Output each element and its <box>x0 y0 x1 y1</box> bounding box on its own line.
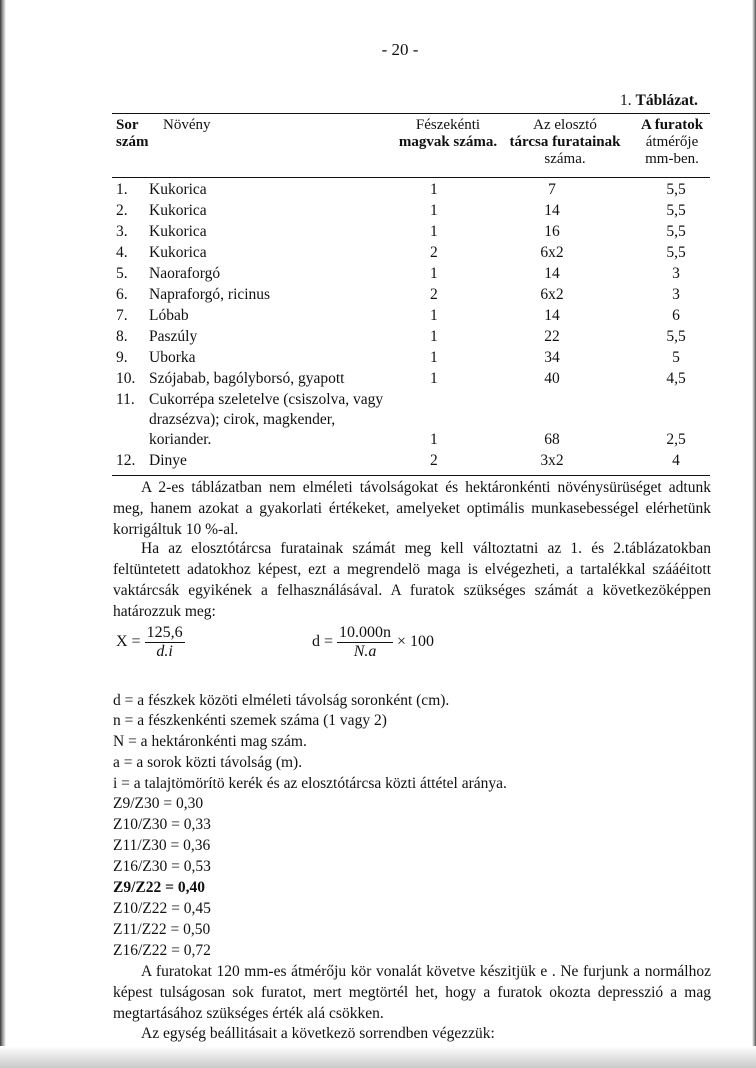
ratio-line: Z16/Z22 = 0,72 <box>113 942 211 959</box>
table-row: 4. Kukorica 2 6x2 5,5 <box>116 244 686 261</box>
ratio-line: Z11/Z22 = 0,50 <box>113 921 211 938</box>
table-row: 7. Lóbab 1 14 6 <box>116 307 680 324</box>
definition-d: d = a fészkek közöti elméleti távolság soronként (cm). <box>113 692 450 709</box>
definition-N: N = a hektáronkénti mag szám. <box>113 733 307 750</box>
formula-d: d = $\frac{10.000n}{N.a}$ × 100 <box>312 624 435 660</box>
ratio-line: Z9/Z22 = 0,40 <box>113 879 205 896</box>
ratio-line: Z16/Z30 = 0,53 <box>113 858 211 875</box>
table-row: 8. Paszúly 1 22 5,5 <box>116 328 686 345</box>
table-caption-label: Táblázat. <box>635 92 698 109</box>
header-seeds: Fészekénti magvak száma. <box>398 117 498 150</box>
table-row: 6. Napraforgó, ricinus 2 6x2 3 <box>116 286 680 303</box>
table-header-rule <box>112 177 710 178</box>
paragraph-hole-count: Ha az elosztótárcsa furatainak számát meg kell változtatni az 1. és 2.táblázatokban feltüntetett adatokhoz képest, ezt a megrendelö maga is elvégezheti, a tartalékkal szááéitott vaktárcsák egyikének a felhasználásával. A furatok szükséges számát a következöképpen határozzuk meg: <box>113 540 711 620</box>
scan-edge-right <box>752 0 756 1068</box>
header-row-number: Sor szám <box>116 117 149 150</box>
scan-bottom-shadow <box>0 1046 756 1068</box>
header-plant: Növény <box>163 117 211 133</box>
scan-edge-left <box>0 0 6 1068</box>
definition-i: i = a talajtömörítö kerék és az elosztótárcsa közti áttétel aránya. <box>113 775 507 792</box>
paragraph-table-note: A 2-es táblázatban nem elméleti távolságokat és hektáronkénti növénysürüséget adtunk meg, hanem azokat a gyakorlati értékeket, amelyeket optimális munkasebességel elérhetünk korrigáltuk 10 %-al. <box>113 479 711 538</box>
table-row: 5. Naoraforgó 1 14 3 <box>116 265 680 282</box>
table-row: 9. Uborka 1 34 5 <box>116 349 680 366</box>
header-holes: Az elosztó tárcsa furatainak száma. <box>509 117 621 167</box>
ratio-line: Z10/Z22 = 0,45 <box>113 900 211 917</box>
definition-a: a = a sorok közti távolság (m). <box>113 754 303 771</box>
table-row: 12. Dinye 2 3x2 4 <box>116 452 680 469</box>
paragraph-drilling: A furatokat 120 mm-es átmérőju kör vonalát követve készitjük e . Ne furjunk a normálhoz képest tulságosan sok furatot, mert megtörtél het, hogy a furatok okozta depresszió a mag megtartásához szükséges érték alá csökken. <box>113 963 711 1022</box>
formula-x: X = $\frac{125,6}{d.i}$ <box>116 624 183 660</box>
ratio-line: Z10/Z30 = 0,33 <box>113 816 211 833</box>
definition-n: n = a fészkenkénti szemek száma (1 vagy 2) <box>113 712 387 729</box>
table-bottom-rule <box>112 475 710 476</box>
table-caption <box>620 92 698 110</box>
table-caption-number: 1. <box>620 92 632 109</box>
paragraph-setup: Az egység beállitásait a következö sorrendben végezzük: <box>141 1025 495 1042</box>
table-row: 11. Cukorrépa szeletelve (csiszolva, vagy drazsézva); cirok, magkender, koriander. 1 68 2,5 <box>116 391 686 448</box>
ratio-line: Z9/Z30 = 0,30 <box>113 795 204 812</box>
header-diameter: A furatok átmérője mm-ben. <box>640 117 704 167</box>
table-row: 1. Kukorica 1 7 5,5 <box>116 181 686 198</box>
page-number: - 20 - <box>381 40 419 59</box>
table-row: 2. Kukorica 1 14 5,5 <box>116 202 686 219</box>
table-row: 3. Kukorica 1 16 5,5 <box>116 223 686 240</box>
table-row: 10. Szójabab, bagólyborsó, gyapott 1 40 4,5 <box>116 370 686 387</box>
table-top-rule <box>112 113 710 114</box>
ratio-line: Z11/Z30 = 0,36 <box>113 837 211 854</box>
